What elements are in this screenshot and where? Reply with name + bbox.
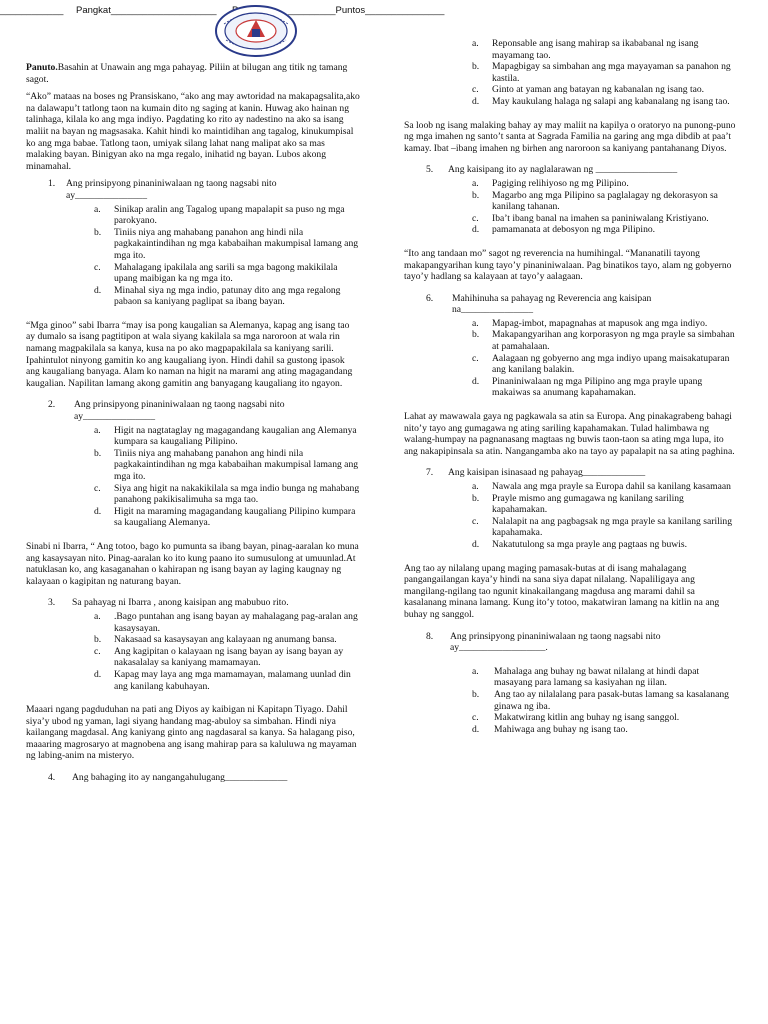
- left-column: [26, 62, 360, 784]
- option-d[interactable]: d. May kaukulang halaga ng salapi ang kabanalang ng isang tao.: [472, 95, 730, 107]
- option-c[interactable]: c. Makatwirang kitlin ang buhay ng isang sanggol.: [472, 712, 680, 724]
- option-b[interactable]: b. Mapagbigay sa simbahan ang mga mayayaman sa panahon ng kastila.: [472, 61, 731, 84]
- passage: Maaari ngang pagduduhan na pati ang Diyos ay kaibigan ni Kapitapn Tiyago. Dahil siya’y ubod ng yaman, lagi siyang handang mag-abuloy sa simbahan. Hindi niya kailangang magdasal. Ang kaniyang ginto ang nagdasaral sa kanya. Sa halagang piso, maaaring magrosaryo at magnobena ang isang mahirap para sa kaluluwa ng mayaman ng labing-anim na misteryo.: [26, 704, 357, 762]
- option-a[interactable]: a. Sinikap aralin ang Tagalog upang mapalapit sa puso ng mga parokyano.: [94, 203, 345, 227]
- option-b[interactable]: b. Magarbo ang mga Pilipino sa paglalagay ng dekorasyon sa kanilang tahanan.: [472, 189, 718, 213]
- option-c[interactable]: c. Nalalapit na ang pagbagsak ng mga prayle sa kanilang sariling kapahamaka.: [472, 515, 733, 539]
- option-a[interactable]: a. Reponsable ang isang mahirap sa ikababanal ng isang mayamang tao.: [472, 38, 699, 61]
- option-d[interactable]: d. Minahal siya ng mga indio, patunay dito ang mga regalong pabaon sa kaniyang paglipat sa ibang bayan.: [94, 284, 341, 308]
- passage: Ang tao ay nilalang upang maging pamasak-butas at di isang mahalagang pangangailangan kaya’y hindi na sana siya dapat nilalang. Napaliligaya ang mangilang-ngilang tao ngunit kinakailangang magdusa ang marami dahil sa kasalanang minana lamang. Kung ito’y totoo, makatwiran lamang na kitlin na ang buhay ng sanggol.: [404, 562, 720, 620]
- pangkat-field: Pangkat____________________: [76, 5, 217, 16]
- option-d[interactable]: d. Nakatutulong sa mga prayle ang pagtaas ng buwis.: [472, 538, 688, 550]
- question-6: 6. Mahihinuha sa pahayag ng Reverencia ang kaisipan na_______________: [426, 292, 652, 316]
- question-8: 8. Ang prinsipyong pinaniniwalaan ng taong nagsabi nito ay__________________.: [426, 630, 661, 654]
- question-2: 2. Ang prinsipyong pinaniniwalaan ng taong nagsabi nito ay_______________: [48, 399, 285, 423]
- option-b[interactable]: b. Ang tao ay nilalalang para pasak-butas lamang sa kasalanang ginawa ng iba.: [472, 688, 729, 712]
- question-3: 3. Sa pahayag ni Ibarra , anong kaisipan ang mabubuo rito.: [48, 597, 289, 609]
- option-a[interactable]: a. Higit na nagtataglay ng magagandang kaugalian ang Alemanya kumpara sa kaugaliang Pilipino.: [94, 424, 357, 448]
- instructions: Panuto.Basahin at Unawain ang mga pahayag. Piliin at bilugan ang titik ng tamang sagot.: [26, 62, 348, 85]
- question-7: 7. Ang kaisipan isinasaad ng pahayag_____________: [426, 467, 646, 479]
- option-c[interactable]: c. Aalagaan ng gobyerno ang mga indiyo upang maisakatuparan ang kanilang balakin.: [472, 352, 730, 376]
- option-b[interactable]: b. Tiniis niya ang mahabang panahon ang hindi nila pagkakaintindihan ng mga kababaihan makumpisal lamang ang mga ito.: [94, 226, 359, 261]
- option-a[interactable]: a. .Bago puntahan ang isang bayan ay mahalagang pag-aralan ang kasaysayan.: [94, 610, 358, 634]
- option-b[interactable]: b. Prayle mismo ang gumagawa ng kanilang sariling kapahamakan.: [472, 492, 684, 516]
- option-d[interactable]: d. Kapag may laya ang mga mamamayan, malamang uunlad din ang kanilang kabuhayan.: [94, 668, 351, 692]
- option-d[interactable]: d. pamamanata at debosyon ng mga Pilipino.: [472, 224, 656, 236]
- option-b[interactable]: b. Makapangyarihan ang korporasyon ng mga prayle sa simbahan at pamahalaan.: [472, 329, 735, 353]
- option-c[interactable]: c. Iba’t ibang banal na imahen sa paniniwalang Kristiyano.: [472, 212, 709, 224]
- option-d[interactable]: d. Higit na maraming magagandang kaugaliang Pilipino kumpara sa kaugaliang Alemanya.: [94, 505, 356, 529]
- puntos-field: _________Puntos_______________: [288, 5, 445, 16]
- question-1: 1. Ang prinsipyong pinaniniwalaan ng taong nagsabi nito ay_______________: [48, 178, 277, 201]
- passage: Lahat ay mawawala gaya ng pagkawala sa atin sa Europa. Ang pinakagrabeng bahagi nito’y tayo ang gumagawa ng ating sariling kapahamakan. Tulad halimbawa ng walang-humpay na pagnanasang magtaas ng buwis taon-taon sa ating mga lupa, ito ang nakapipinsala sa atin. Nangangamba ako na tayo ay papalapit na sa ating paghina.: [404, 411, 735, 457]
- option-c[interactable]: c. Mahalagang ipakilala ang sarili sa mga bagong makikilala upang maibigan ka ng mga ito.: [94, 261, 338, 285]
- option-a[interactable]: a. Mapag-imbot, mapagnahas at mapusok ang mga indiyo.: [472, 317, 708, 329]
- option-a[interactable]: a. Mahalaga ang buhay ng bawat nilalang at hindi dapat masayang para lamang sa kasiyahan ng iilan.: [472, 665, 700, 689]
- option-b[interactable]: b. Nakasaad sa kasaysayan ang kalayaan ng anumang bansa.: [94, 634, 337, 646]
- header-blank: ____________: [0, 5, 64, 16]
- right-column: [404, 38, 738, 735]
- option-c[interactable]: c. Siya ang higit na nakakikilala sa mga indio bunga ng mahabang panahong pakikisalimuha sa mga tao.: [94, 482, 360, 506]
- option-a[interactable]: a. Pagiging relihiyoso ng mg Pilipino.: [472, 177, 629, 189]
- option-d[interactable]: d. Pinaniniwalaan ng mga Pilipino ang mga prayle upang makaiwas sa anumang kapahamakan.: [472, 375, 703, 399]
- passage: “Mga ginoo” sabi Ibarra “may isa pong kaugalian sa Alemanya, kapag ang isang tao ay dumalo sa isang pagtitipon at wala siyang kakilala sa mga naroroon at wala rin namang magpakilala sa kanya, kusa na po ako magpapakilala sa kaniyang sarili. Ipahintulot ninyong gamitin ko ang kaugaliang iyon. Hindi dahil sa gustong ipasok ang kaugaliang banyaga. Alam ko naman na higit na marami ang ating magagandang kaugalian. Napilitan lamang akong gamitin ang banyagang kaugaliang ito ngayon.: [26, 319, 353, 389]
- passage: “Ito ang tandaan mo” sagot ng reverencia na humihingal. “Mananatili tayong makapangyarihan kung tayo’y pinaniniwalaan. Pag binatikos tayo, alam ng gobyerno tayo’y hadlang sa kalayaan at tayo’y aalagaan.: [404, 247, 732, 283]
- passage: “Ako” mataas na boses ng Pransiskano, “ako ang may awtoridad na makapagsalita,ako na dalawapu’t tatlong taon na kumain dito ng saging at kanin. Huwag ako hainan ng talinhaga, kilala ko ang mga indiyo. Pagdating ko rito ay nadestino na ako sa isang maliit na bayan ng magsasaka. Kahit hindi ko maintidihan ang tagalog, kinukumpisal ko ang mga babae. Tatlong taon, umiyak silang lahat nang malipat ako sa mas malaking bayan. Binigyan ako na mga regalo, inihatid ng bayan. Lubos akong minamahal.: [26, 91, 360, 172]
- option-c[interactable]: c. Ginto at yaman ang batayan ng kabanalan ng isang tao.: [472, 84, 705, 96]
- school-seal-logo: [214, 4, 298, 58]
- passage: Sinabi ni Ibarra, “ Ang totoo, bago ko pumunta sa ibang bayan, pinag-aaralan ko muna ang kasaysayan nito. Pinag-aaralan ko ito kung paano ito sumusulong at umuunlad.At natuklasan ko, ang kasaganahan o kahirapan ng isang bayan ay laging kaugnay ng kalayaan o kagipitan ng naturang bayan.: [26, 540, 359, 587]
- passage: Sa loob ng isang malaking bahay ay may maliit na kapilya o oratoryo na punong-puno ng mga imahen ng santo’t santa at Sagrada Familia na garing ang mga dibdib at paa’t kamay. Ibat –ibang imahen ng birhen ang naroroon sa kaniyang pantahanang Diyos.: [404, 119, 736, 154]
- option-b[interactable]: b. Tiniis niya ang mahabang panahon ang hindi nila pagkakaintindihan ng mga kababaihan makumpisal lamang ang mga ito.: [94, 447, 359, 482]
- option-d[interactable]: d. Mahiwaga ang buhay ng isang tao.: [472, 723, 628, 735]
- question-4: 4. Ang bahaging ito ay nangangahulugang_____________: [48, 772, 288, 784]
- option-c[interactable]: c. Ang kagipitan o kalayaan ng isang bayan ay isang bayan ay nakasalalay sa kaniyang mamamayan.: [94, 645, 344, 669]
- option-a[interactable]: a. Nawala ang mga prayle sa Europa dahil sa kanilang kasamaan: [472, 481, 731, 492]
- question-5: 5. Ang kaisipang ito ay naglalarawan ng _________________: [426, 164, 678, 176]
